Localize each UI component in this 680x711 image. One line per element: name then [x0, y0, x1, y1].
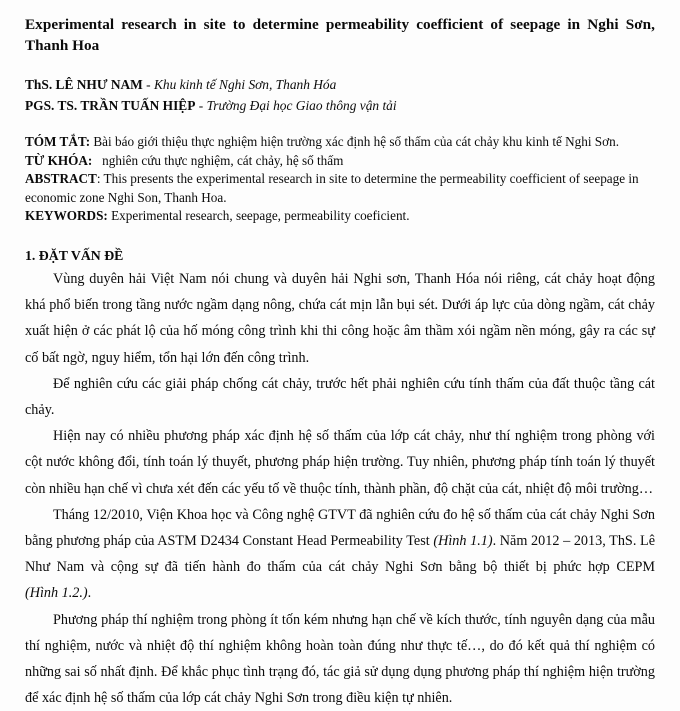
tomtat-label: TÓM TẮT: — [25, 134, 91, 149]
abstract-text: : This presents the experimental research in site to determine the permeability coefficient of seepage in economic zone Nghi Son, Thanh Hoa. — [25, 171, 639, 205]
abstract-label: ABSTRACT — [25, 171, 97, 187]
keywords-text: Experimental research, seepage, permeability coeficient. — [107, 208, 410, 224]
author-list — [25, 74, 655, 116]
author-line — [25, 95, 655, 116]
abstract-block — [25, 133, 655, 226]
section-heading-1: 1. ĐẶT VẤN ĐỀ — [25, 247, 124, 263]
author-separator: - — [195, 98, 207, 113]
author-affiliation: Khu kinh tế Nghi Sơn, Thanh Hóa — [153, 77, 337, 92]
body-paragraph-1: Vùng duyên hải Việt Nam nói chung và duyên hải Nghi sơn, Thanh Hóa nói riêng, cát chảy hoạt động khá phổ biến trong tầng nước ngầm dạng nông, chứa cát mịn lẫn bụi sét. Dưới áp lực của dòng ngầm, cát chảy xuất hiện ở các phát lộ của hố móng công trình khi thi công hoặc âm thầm xói ngầm nền móng, gây ra các sự cố bất ngờ, nguy hiểm, tổn hại lớn đến công trình. — [25, 270, 655, 366]
body-paragraph-5: Phương pháp thí nghiệm trong phòng ít tốn kém nhưng hạn chế về kích thước, tính nguyên dạng của mẫu thí nghiệm, nước và nhiệt độ thí nghiệm không hoàn toàn đúng như thực tế…, do đó kết quả thí nghiệm có những sai số nhất định. Để khắc phục tình trạng đó, tác giả sử dụng dụng phương pháp thí nghiệm hiện trường để xác định hệ số thấm của lớp cát chảy Nghi Sơn trong điều kiện tự nhiên. — [25, 611, 655, 707]
author-name: PGS. TS. TRẦN TUẤN HIỆP — [25, 98, 196, 113]
body-paragraph-2: Để nghiên cứu các giải pháp chống cát chảy, trước hết phải nghiên cứu tính thấm của đất thuộc tầng cát chảy. — [25, 375, 655, 418]
author-separator: - — [142, 77, 154, 92]
figure-reference-1: (Hình 1.1) — [433, 533, 493, 549]
paragraph-text-part: . — [87, 585, 92, 602]
keywords-label: KEYWORDS: — [25, 208, 108, 224]
author-name: ThS. LÊ NHƯ NAM — [25, 77, 143, 92]
author-line — [25, 74, 655, 95]
page-title: Experimental research in site to determine permeability coefficient of seepage in Nghi Sơn, Thanh Hoa — [25, 16, 655, 54]
body-paragraph-3: Hiện nay có nhiều phương pháp xác định hệ số thấm của lớp cát chảy, như thí nghiệm trong phòng với cột nước không đổi, tính toán lý thuyết, phương pháp hiện trường. Tuy nhiên, phương pháp tính toán lý thuyết còn nhiều hạn chế vì chưa xét đến các yếu tố về thuộc tính, thành phần, độ chặt của cát, nhiệt độ môi trường… — [25, 428, 655, 497]
body-paragraph-4 — [25, 502, 655, 607]
tukhoa-label: TỪ KHÓA: — [25, 152, 93, 168]
paragraph-text-part: Tháng 12/2010, Viện Khoa học và Công nghệ GTVT đã nghiên cứu đo hệ số thấm của cát chảy Nghi Sơn bằng phương pháp của ASTM D2434 Constant Head Permeability Test — [25, 506, 655, 549]
tomtat-text: Bài báo giới thiệu thực nghiệm hiện trường xác định hệ số thấm của cát chảy khu kinh tế Nghi Sơn. — [90, 134, 619, 149]
tukhoa-text: nghiên cứu thực nghiệm, cát chảy, hệ số thấm — [92, 152, 344, 168]
tomtat-paragraph — [25, 133, 655, 152]
tukhoa-paragraph — [25, 152, 655, 171]
author-affiliation: Trường Đại học Giao thông vận tải — [206, 98, 397, 113]
abstract-paragraph — [25, 170, 655, 207]
keywords-paragraph — [25, 207, 655, 226]
paragraph-text-part: . Năm 2012 – 2013, ThS. Lê Như Nam và cộng sự đã tiến hành đo thấm của cát chảy Nghi Sơn bằng bộ thiết bị phức hợp CEPM — [25, 533, 655, 576]
figure-reference-2: (Hình 1.2.) — [25, 585, 88, 602]
